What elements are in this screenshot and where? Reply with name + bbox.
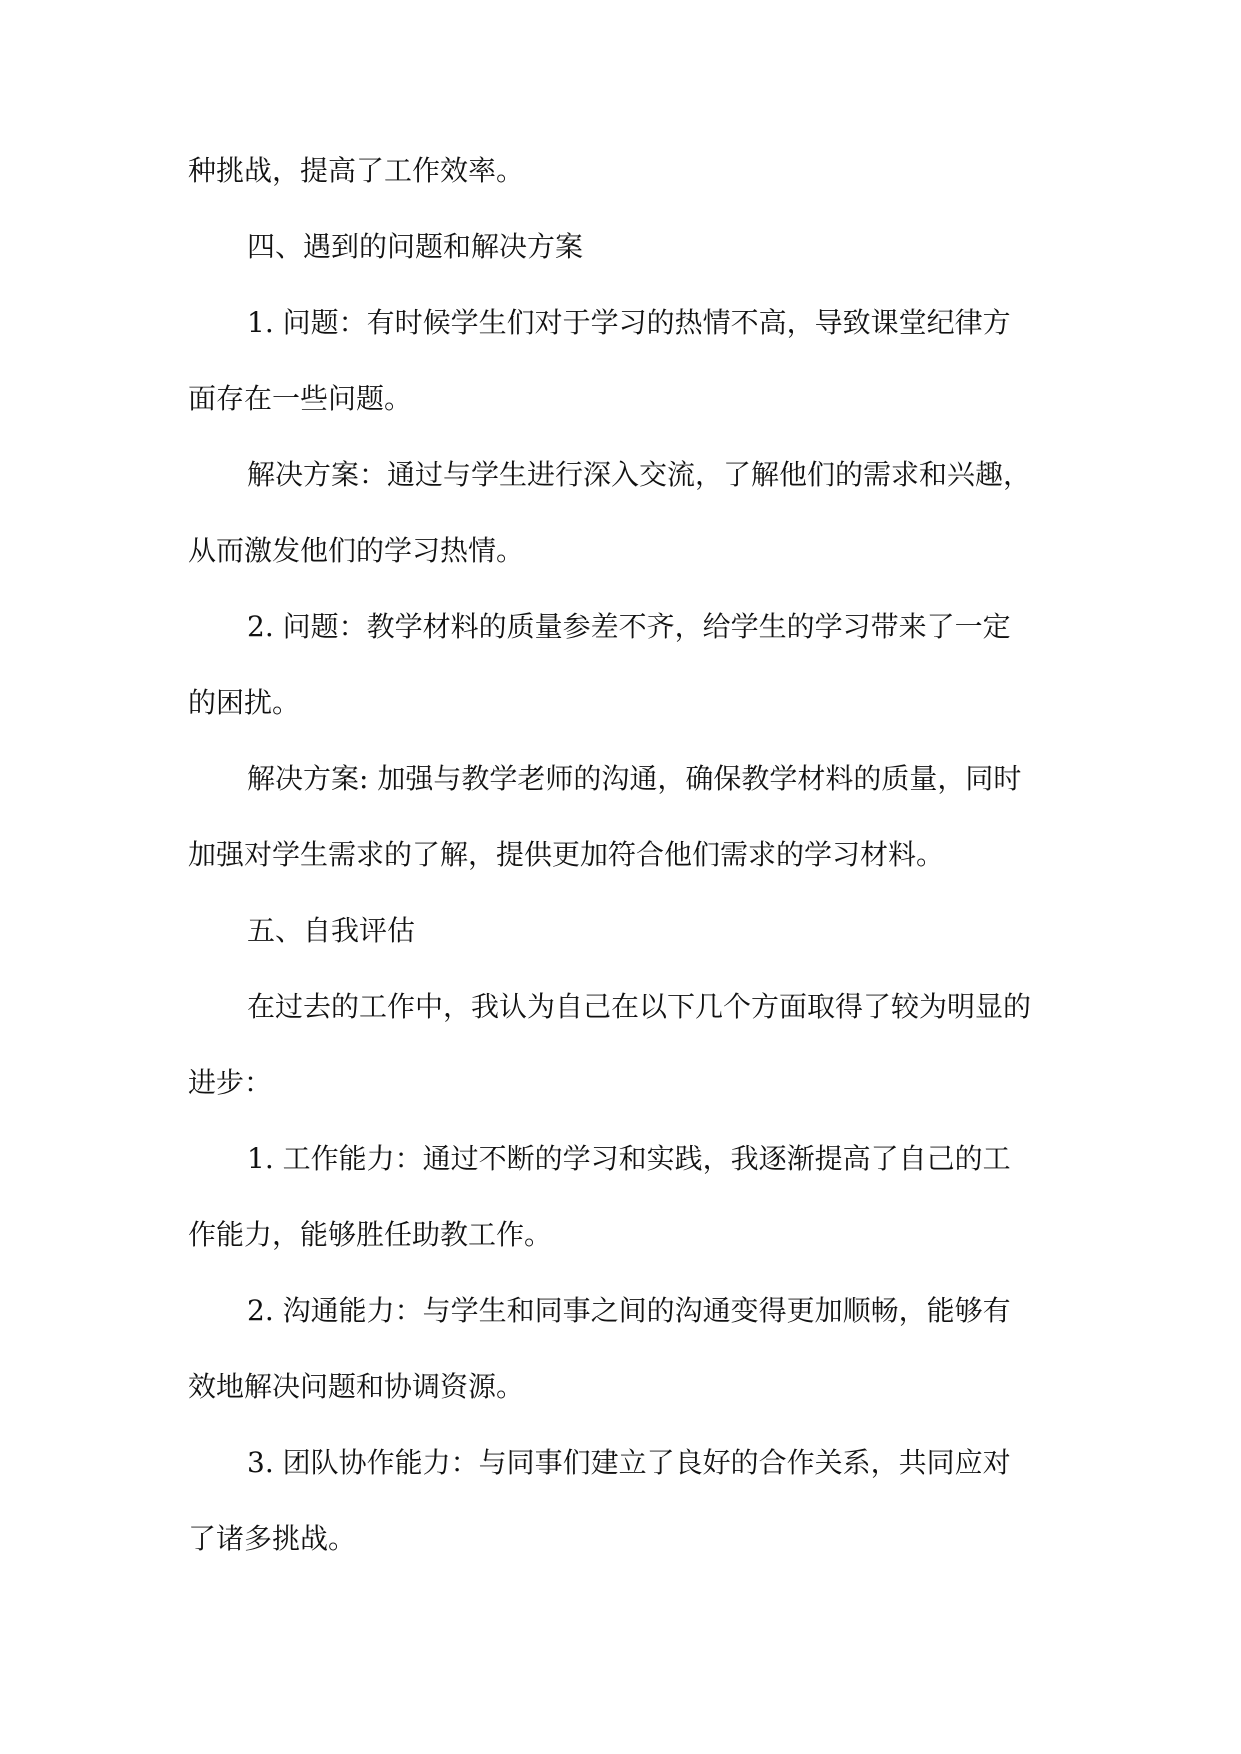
text-line-continuation: 种挑战，提高了工作效率。 xyxy=(188,154,525,187)
problem-item-1-continuation: 面存在一些问题。 xyxy=(188,382,413,415)
section-heading-problems: 四、遇到的问题和解决方案 xyxy=(247,230,584,263)
progress-item-1-continuation: 作能力，能够胜任助教工作。 xyxy=(188,1218,553,1251)
progress-item-3: 3. 团队协作能力：与同事们建立了良好的合作关系，共同应对 xyxy=(247,1446,1011,1479)
self-evaluation-intro: 在过去的工作中，我认为自己在以下几个方面取得了较为明显的 xyxy=(247,990,1032,1023)
solution-item-2-continuation: 加强对学生需求的了解，提供更加符合他们需求的学习材料。 xyxy=(188,838,945,871)
progress-item-3-continuation: 了诸多挑战。 xyxy=(188,1522,357,1555)
progress-item-2-continuation: 效地解决问题和协调资源。 xyxy=(188,1370,525,1403)
progress-item-1: 1. 工作能力：通过不断的学习和实践，我逐渐提高了自己的工 xyxy=(247,1142,1011,1175)
progress-item-2: 2. 沟通能力：与学生和同事之间的沟通变得更加顺畅，能够有 xyxy=(247,1294,1011,1327)
section-heading-self-evaluation: 五、自我评估 xyxy=(247,914,416,947)
problem-item-2-continuation: 的困扰。 xyxy=(188,686,301,719)
solution-item-2: 解决方案: 加强与教学老师的沟通，确保教学材料的质量，同时 xyxy=(247,762,1022,795)
solution-item-1-continuation: 从而激发他们的学习热情。 xyxy=(188,534,525,567)
self-evaluation-intro-continuation: 进步： xyxy=(188,1066,273,1099)
problem-item-2: 2. 问题：教学材料的质量参差不齐，给学生的学习带来了一定 xyxy=(247,610,1011,643)
problem-item-1: 1. 问题：有时候学生们对于学习的热情不高，导致课堂纪律方 xyxy=(247,306,1011,339)
solution-item-1: 解决方案：通过与学生进行深入交流，了解他们的需求和兴趣， xyxy=(247,458,1032,491)
